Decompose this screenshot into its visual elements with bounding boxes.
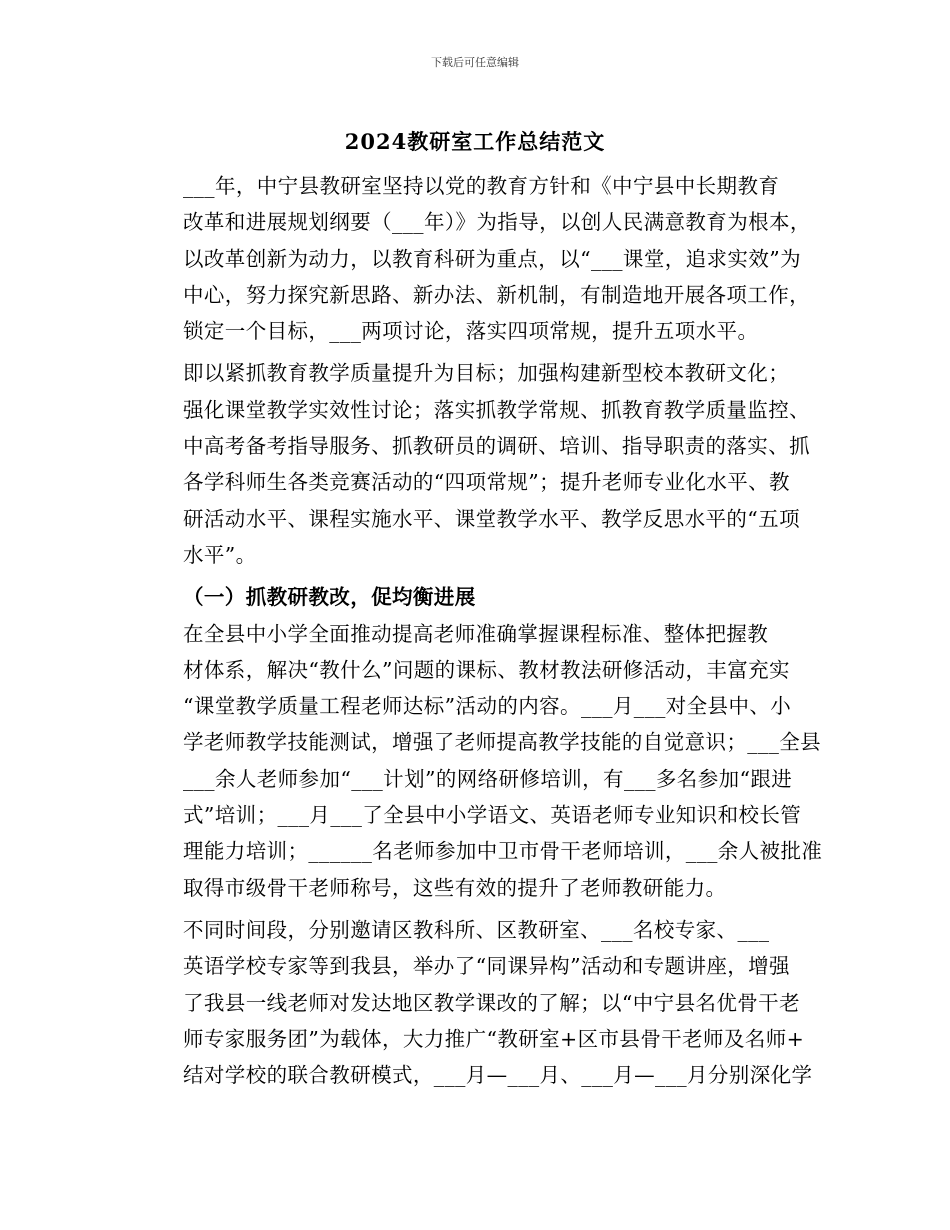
text-line: 在全县中小学全面推动提高老师准确掌握课程标准、整体把握教 xyxy=(183,621,769,646)
text-line: 改革和进展规划纲要（___年）》为指导，以创人民满意教育为根本， xyxy=(183,210,811,235)
text-line: 学老师教学技能测试，增强了老师提高教学技能的自觉意识；___全县 xyxy=(183,730,822,755)
text-line: 中心，努力探究新思路、新办法、新机制，有制造地开展各项工作， xyxy=(183,282,810,307)
text-line: 研活动水平、课程实施水平、课堂教学水平、教学反思水平的“五项 xyxy=(183,506,800,531)
paragraph-intro xyxy=(142,168,812,349)
text-line: ___年，中宁县教研室坚持以党的教育方针和《中宁县中长期教育 xyxy=(183,174,780,198)
section-heading: （一）抓教研教改，促均衡进展 xyxy=(183,585,476,610)
text-line: 不同时间段，分别邀请区教科所、区教研室、___名校专家、___ xyxy=(183,917,770,942)
text-line: 英语学校专家等到我县，举办了“同课异构”活动和专题讲座，增强 xyxy=(183,954,790,979)
document-body xyxy=(142,168,823,1099)
text-line: ___余人老师参加“___计划”的网络研修培训，有___多名参加“跟进 xyxy=(183,766,793,791)
text-line: 理能力培训；______名老师参加中卫市骨干老师培训，___余人被批准 xyxy=(183,839,823,864)
paragraph-experts xyxy=(142,912,812,1093)
text-line: 即以紧抓教育教学质量提升为目标；加强构建新型校本教研文化； xyxy=(183,361,790,386)
text-line: 结对学校的联合教研模式，___月—___月、___月—___月分别深化学 xyxy=(183,1063,813,1088)
paragraph-goals xyxy=(142,355,812,573)
text-line: 强化课堂教学实效性讨论；落实抓教学常规、抓教育教学质量监控、 xyxy=(183,397,810,422)
text-line: 取得市级骨干老师称号，这些有效的提升了老师教研能力。 xyxy=(183,875,727,900)
text-line: 水平”。 xyxy=(183,542,257,567)
document-title: 2024教研室工作总结范文 xyxy=(344,129,606,154)
text-line: 师专家服务团”为载体，大力推广“教研室+区市县骨干老师及名师+ xyxy=(183,1026,805,1051)
text-line: 以改革创新为动力，以教育科研为重点，以“___课堂，追求实效”为 xyxy=(183,246,802,271)
text-line: “课堂教学质量工程老师达标”活动的内容。___月___对全县中、小 xyxy=(183,694,792,719)
text-line: 各学科师生各类竞赛活动的“四项常规”；提升老师专业化水平、教 xyxy=(183,470,790,495)
paragraph-training xyxy=(142,616,823,906)
text-line: 了我县一线老师对发达地区教学课改的了解；以“中宁县名优骨干老 xyxy=(183,990,800,1015)
text-line: 材体系，解决“教什么”问题的课标、教材教法研修活动，丰富充实 xyxy=(183,657,790,682)
text-line: 锁定一个目标，___两项讨论，落实四项常规，提升五项水平。 xyxy=(183,319,759,344)
text-line: 式”培训；___月___了全县中小学语文、英语老师专业知识和校长管 xyxy=(183,803,802,828)
text-line: 中高考备考指导服务、抓教研员的调研、培训、指导职责的落实、抓 xyxy=(183,434,810,459)
header-note: 下载后可任意编辑 xyxy=(431,56,519,69)
